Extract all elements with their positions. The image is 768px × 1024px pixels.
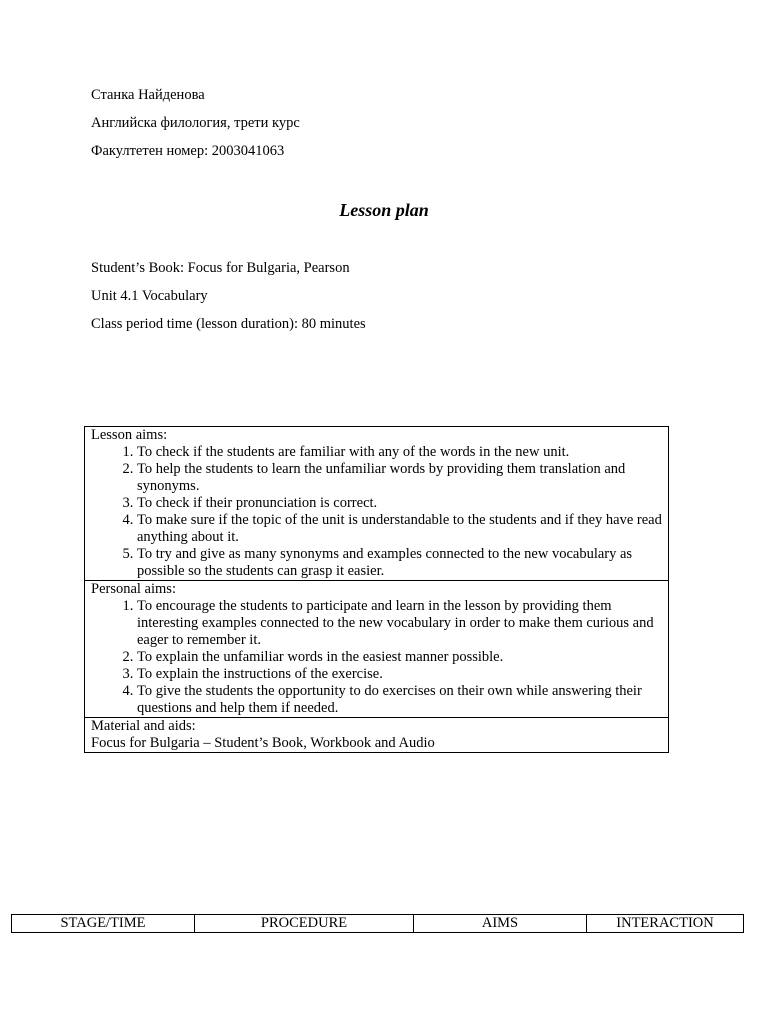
list-item: 1. To check if the students are familiar with any of the words in the new unit. bbox=[137, 444, 662, 461]
stage-time-header: STAGE/TIME bbox=[12, 915, 195, 933]
unit-info: Unit 4.1 Vocabulary bbox=[91, 288, 208, 304]
study-program: Английска филология, трети курс bbox=[91, 115, 300, 131]
personal-aims-list bbox=[91, 598, 662, 717]
author-name: Станка Найденова bbox=[91, 87, 205, 103]
aims-table bbox=[84, 426, 669, 753]
lesson-aims-label: Lesson aims: bbox=[91, 427, 168, 443]
list-item: 1. To encourage the students to participate and learn in the lesson by providing them interesting examples connected to the new vocabulary in order to make them curious and eager to remember it. bbox=[137, 598, 662, 649]
stages-header-row bbox=[12, 915, 744, 933]
personal-aims-label: Personal aims: bbox=[91, 581, 176, 597]
list-item: 2. To help the students to learn the unfamiliar words by providing them translation and synonyms. bbox=[137, 461, 662, 495]
stages-table bbox=[11, 914, 744, 933]
materials-row bbox=[85, 718, 669, 753]
aims-header: AIMS bbox=[414, 915, 587, 933]
list-item: 5. To try and give as many synonyms and examples connected to the new vocabulary as possible so the students can grasp it easier. bbox=[137, 546, 662, 580]
interaction-header: INTERACTION bbox=[587, 915, 744, 933]
personal-aims-row bbox=[85, 581, 669, 718]
lesson-aims-list bbox=[91, 444, 662, 580]
duration-info: Class period time (lesson duration): 80 minutes bbox=[91, 316, 366, 332]
page-title: Lesson plan bbox=[339, 200, 429, 220]
list-item: 2. To explain the unfamiliar words in the easiest manner possible. bbox=[137, 649, 662, 666]
procedure-header: PROCEDURE bbox=[195, 915, 414, 933]
book-info: Student’s Book: Focus for Bulgaria, Pearson bbox=[91, 260, 350, 276]
materials-value: Focus for Bulgaria – Student’s Book, Workbook and Audio bbox=[91, 735, 435, 751]
list-item: 4. To make sure if the topic of the unit is understandable to the students and if they have read anything about it. bbox=[137, 512, 662, 546]
list-item: 3. To explain the instructions of the exercise. bbox=[137, 666, 662, 683]
list-item: 3. To check if their pronunciation is correct. bbox=[137, 495, 662, 512]
lesson-aims-row bbox=[85, 427, 669, 581]
personal-aims-cell bbox=[85, 581, 669, 718]
lesson-aims-cell bbox=[85, 427, 669, 581]
faculty-number: Факултетен номер: 2003041063 bbox=[91, 143, 285, 159]
materials-cell bbox=[85, 718, 669, 753]
list-item: 4. To give the students the opportunity to do exercises on their own while answering their questions and help them if needed. bbox=[137, 683, 662, 717]
materials-label: Material and aids: bbox=[91, 718, 196, 734]
